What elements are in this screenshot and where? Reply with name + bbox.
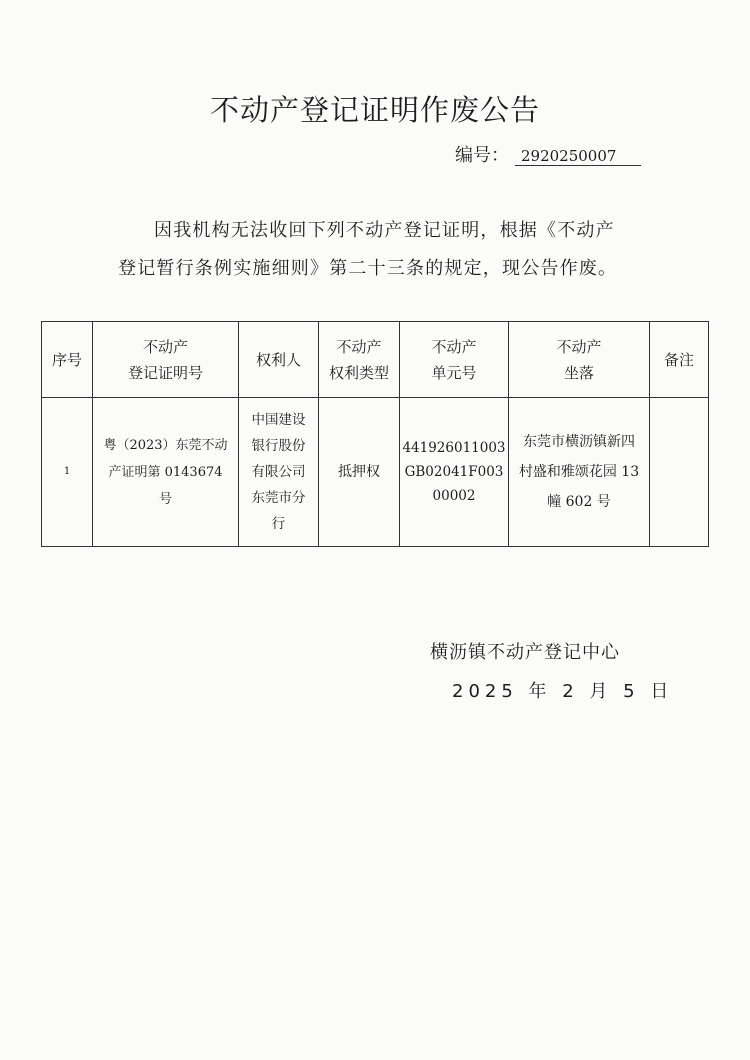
cell-holder-line5: 行: [271, 516, 286, 532]
header-unit-number-line2: 单元号: [431, 363, 477, 382]
cell-unit-number-line2: GB02041F003: [404, 464, 504, 480]
cell-cert-number-line1: 粤（2023）东莞不动: [103, 437, 228, 453]
cell-holder-line1: 中国建设: [251, 412, 306, 428]
table-row: [42, 398, 709, 547]
intro-paragraph: [118, 212, 638, 288]
header-remark: 备注: [650, 322, 709, 398]
intro-line-1: 因我机构无法收回下列不动产登记证明，根据《不动产: [154, 220, 615, 241]
issuing-organization: 横沥镇不动产登记中心: [430, 642, 620, 663]
serial-label: 编号：: [455, 145, 509, 166]
header-cert-number-line1: 不动产: [142, 337, 188, 356]
cell-cert-number-line2: 产证明第 0143674: [108, 464, 223, 480]
serial-number: [455, 141, 641, 167]
cell-location: [509, 398, 650, 547]
header-holder: 权利人: [239, 322, 319, 398]
header-right-type-line2: 权利类型: [328, 363, 389, 382]
cell-unit-number: [400, 398, 509, 547]
header-location-line2: 坐落: [563, 363, 594, 382]
cell-holder: [239, 398, 319, 547]
cell-holder-line2: 银行股份: [251, 438, 306, 454]
cell-remark: [650, 398, 709, 547]
header-right-type-line1: 不动产: [336, 337, 382, 356]
header-seq: 序号: [42, 322, 93, 398]
certificate-table: [41, 321, 709, 547]
header-cert-number: [93, 322, 239, 398]
cell-unit-number-line3: 00002: [432, 488, 476, 504]
cell-location-line3: 幢 602 号: [547, 494, 611, 510]
header-right-type: [319, 322, 400, 398]
cell-holder-line4: 东莞市分: [251, 490, 306, 506]
page-title: 不动产登记证明作废公告: [209, 93, 540, 127]
cell-cert-number: [93, 398, 239, 547]
header-cert-number-line2: 登记证明号: [127, 363, 203, 382]
table-header-row: [42, 322, 709, 398]
cell-location-line2: 村盛和雅颂花园 13: [518, 464, 640, 480]
issue-date: 2025 年 2 月 5 日: [452, 681, 674, 702]
cell-holder-line3: 有限公司: [251, 464, 306, 480]
intro-line-2: 登记暂行条例实施细则》第二十三条的规定，现公告作废。: [118, 258, 618, 279]
cell-unit-number-line1: 441926011003: [402, 440, 506, 456]
header-location: [509, 322, 650, 398]
header-unit-number: [400, 322, 509, 398]
cell-seq: 1: [42, 398, 93, 547]
cell-location-line1: 东莞市横沥镇新四: [523, 434, 635, 450]
serial-value: 2920250007: [515, 147, 641, 166]
cell-right-type: 抵押权: [319, 398, 400, 547]
header-location-line1: 不动产: [556, 337, 602, 356]
cell-cert-number-line3: 号: [158, 491, 172, 507]
header-unit-number-line1: 不动产: [431, 337, 477, 356]
